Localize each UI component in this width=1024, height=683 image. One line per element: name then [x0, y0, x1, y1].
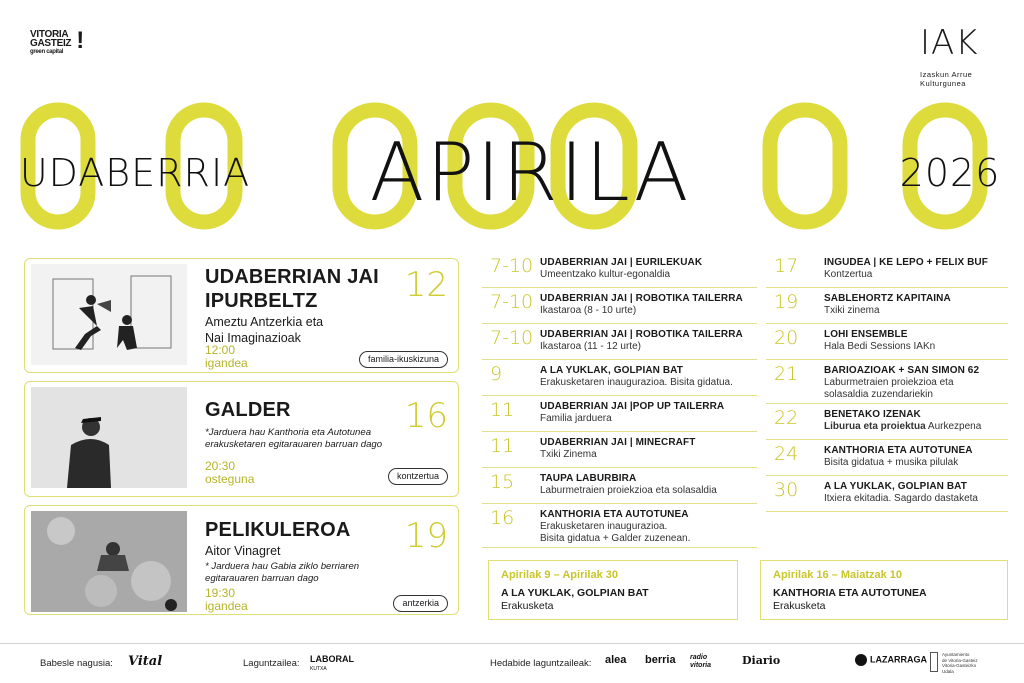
- card-note: * Jarduera hau Gabia ziklo berriaren: [205, 561, 360, 572]
- featured-card-galder[interactable]: [24, 381, 459, 497]
- event-photo: [31, 511, 187, 612]
- list-item-title: TAUPA LABURBIRA: [540, 473, 637, 484]
- vitoria-logo-line1: VITORIA: [30, 29, 69, 40]
- card-time: 20:30: [205, 459, 236, 473]
- list-item-title: KANTHORIA ETA AUTOTUNEA: [540, 509, 689, 520]
- list-item-title: UDABERRIAN JAI | ROBOTIKA TAILERRA: [540, 293, 743, 304]
- ayuntamiento-logo: [930, 652, 978, 674]
- list-item[interactable]: [482, 324, 757, 360]
- featured-card-pelikuleroa[interactable]: [24, 505, 459, 615]
- radio-vitoria-line2: vitoria: [690, 662, 712, 669]
- list-item-subtitle-rest: Aurkezpena: [925, 421, 982, 432]
- list-item[interactable]: [766, 288, 1008, 324]
- lazarraga-icon: [855, 654, 867, 666]
- card-subtitle-line2: Nai Imaginazioak: [205, 331, 301, 345]
- list-item-title: UDABERRIAN JAI | MINECRAFT: [540, 437, 696, 448]
- list-item[interactable]: [766, 476, 1008, 512]
- collab-label: Laguntzailea:: [243, 658, 300, 669]
- iak-mark: IAK: [920, 23, 979, 63]
- alea-logo: alea: [605, 654, 627, 666]
- vitoria-gasteiz-logo: [30, 27, 84, 57]
- footer-divider: [0, 643, 1024, 644]
- list-item-subtitle: Ikastaroa (11 - 12 urte): [540, 341, 641, 352]
- list-item[interactable]: [766, 324, 1008, 360]
- exclamation-icon: !: [76, 27, 84, 54]
- list-item-date: 7-10: [490, 255, 534, 277]
- list-item-title: INGUDEA | KE LEPO + FELIX BUF: [824, 257, 988, 268]
- list-item-subtitle: Ikastaroa (8 - 10 urte): [540, 305, 637, 316]
- banner: [0, 100, 1024, 235]
- list-item-date: 7-10: [490, 327, 534, 349]
- card-date: 16: [404, 396, 448, 436]
- kutxa-logo-text: KUTXA: [310, 666, 327, 672]
- featured-card-ipurbeltz[interactable]: [24, 258, 459, 373]
- list-item-subtitle-line2: Bisita gidatua + Galder zuzenean.: [540, 533, 691, 544]
- exhibition-title: KANTHORIA ETA AUTOTUNEA: [773, 587, 927, 599]
- list-item-subtitle: Erakusketaren inaugurazioa.: [540, 521, 668, 532]
- list-item-date: 11: [490, 435, 515, 457]
- exhibition-title: A LA YUKLAK, GOLPIAN BAT: [501, 587, 649, 599]
- card-time: 12:00: [205, 343, 236, 357]
- card-day: osteguna: [205, 472, 255, 486]
- card-subtitle: Ameztu Antzerkia eta: [205, 315, 324, 329]
- list-item-subtitle: Txiki zinema: [824, 305, 880, 316]
- list-item-date: 21: [774, 363, 799, 385]
- list-item-subtitle: Erakusketaren inaugurazioa. Bisita gidatua.: [540, 377, 733, 388]
- card-title: UDABERRIAN JAI: [205, 266, 379, 288]
- card-note: *Jarduera hau Kanthoria eta Autotunea: [205, 427, 372, 438]
- list-item-title: LOHI ENSEMBLE: [824, 329, 908, 340]
- media-label: Hedabide laguntzaileak:: [490, 658, 592, 669]
- diario-logo: Diario: [742, 654, 781, 667]
- exhibition-subtitle: Erakusketa: [773, 600, 826, 612]
- list-item-subtitle: Bisita gidatua + musika pilulak: [824, 457, 959, 468]
- list-item-date: 9: [490, 363, 503, 385]
- list-item-title: SABLEHORTZ KAPITAINA: [824, 293, 951, 304]
- card-tag: familia-ikuskizuna: [359, 351, 448, 368]
- radio-vitoria-line1: radio: [690, 654, 708, 661]
- exhibition-box[interactable]: [488, 560, 738, 620]
- list-item-date: 7-10: [490, 291, 534, 313]
- list-item-date: 16: [490, 507, 515, 529]
- vitoria-logo-line3: green capital: [30, 49, 64, 55]
- berria-logo: berria: [645, 654, 676, 666]
- card-time: 19:30: [205, 586, 236, 600]
- vitoria-logo-line2: GASTEIZ: [30, 38, 72, 49]
- vital-logo: Vital: [128, 654, 163, 669]
- list-item-subtitle: Familia jarduera: [540, 413, 612, 424]
- list-item-title: KANTHORIA ETA AUTOTUNEA: [824, 445, 973, 456]
- list-item[interactable]: [482, 468, 757, 504]
- iak-logo: [920, 24, 1000, 88]
- iak-name-line1: Izaskun Arrue: [920, 70, 973, 79]
- list-item-subtitle-bold: Liburua eta proiektua: [824, 421, 926, 432]
- year-title: 2026: [899, 151, 1001, 195]
- card-day: igandea: [205, 356, 248, 370]
- exhibition-box[interactable]: [760, 560, 1008, 620]
- list-item[interactable]: [482, 288, 757, 324]
- card-tag: kontzertua: [388, 468, 448, 485]
- list-item[interactable]: [482, 396, 757, 432]
- card-title: GALDER: [205, 399, 291, 421]
- card-tag: antzerkia: [393, 595, 448, 612]
- list-item-title: UDABERRIAN JAI |POP UP TAILERRA: [540, 401, 725, 412]
- iak-name-line2: Kulturgunea: [920, 79, 966, 88]
- card-day: igandea: [205, 599, 248, 613]
- list-item[interactable]: [482, 504, 757, 548]
- list-item-date: 30: [774, 479, 799, 501]
- list-item-subtitle: Laburmetraien proiekzioa eta solasaldia: [540, 485, 717, 496]
- list-item-date: 19: [774, 291, 799, 313]
- list-item-title: UDABERRIAN JAI | EURILEKUAK: [540, 257, 703, 268]
- season-title: UDABERRIA: [19, 151, 251, 195]
- list-item-subtitle: Txiki Zinema: [540, 449, 597, 460]
- list-item-subtitle: [824, 421, 981, 433]
- lazarraga-logo: [855, 654, 927, 666]
- event-photo: [31, 264, 187, 365]
- list-item[interactable]: [766, 252, 1008, 288]
- card-title: PELIKULEROA: [205, 519, 351, 541]
- laboral-kutxa-logo: [310, 654, 354, 674]
- list-item-title: BENETAKO IZENAK: [824, 409, 921, 420]
- card-date: 19: [404, 516, 448, 556]
- list-item-title: A LA YUKLAK, GOLPIAN BAT: [824, 481, 967, 492]
- ayuntamiento-line4: Udala: [942, 668, 954, 674]
- exhibition-dates: Apirilak 9 – Apirilak 30: [501, 569, 618, 581]
- sponsor-label: Babesle nagusia:: [40, 658, 113, 669]
- list-item-subtitle: Kontzertua: [824, 269, 873, 280]
- list-item[interactable]: [766, 440, 1008, 476]
- ayuntamiento-line1: Ayuntamiento: [942, 652, 970, 657]
- ayuntamiento-line2: de Vitoria-Gasteiz: [942, 657, 978, 663]
- list-item[interactable]: [766, 360, 1008, 404]
- list-item-date: 20: [774, 327, 799, 349]
- laboral-logo-text: LABORAL: [310, 654, 354, 664]
- card-subtitle: Aitor Vinagret: [205, 544, 281, 558]
- list-item-date: 15: [490, 471, 515, 493]
- coat-of-arms-icon: [930, 652, 938, 672]
- list-item-date: 22: [774, 407, 799, 429]
- list-item-title: UDABERRIAN JAI | ROBOTIKA TAILERRA: [540, 329, 743, 340]
- event-photo: [31, 387, 187, 488]
- list-item-subtitle: Itxiera ekitadia. Sagardo dastaketa: [824, 493, 978, 504]
- radio-vitoria-logo: [690, 654, 711, 670]
- lazarraga-text: LAZARRAGA: [870, 654, 927, 665]
- ayuntamiento-line3: Vitoria-Gasteizko: [942, 663, 977, 668]
- card-title-line2: IPURBELTZ: [205, 290, 318, 312]
- list-item[interactable]: [482, 252, 757, 288]
- list-item-date: 17: [774, 255, 799, 277]
- list-item[interactable]: [482, 360, 757, 396]
- card-date: 12: [404, 265, 448, 305]
- list-item-title: A LA YUKLAK, GOLPIAN BAT: [540, 365, 683, 376]
- list-item[interactable]: [766, 404, 1008, 440]
- month-title: APIRILA: [369, 126, 691, 219]
- list-item-title: BARIOAZIOAK + SAN SIMON 62: [824, 365, 980, 376]
- card-note-line2: egitarauaren barruan dago: [205, 573, 319, 584]
- card-note-line2: erakusketaren egitarauaren barruan dago: [205, 439, 383, 450]
- list-item-subtitle: Umeentzako kultur-egonaldia: [540, 269, 671, 280]
- list-item-subtitle-line2: solasaldia zuzendariekin: [824, 389, 933, 400]
- list-item-date: 24: [774, 443, 799, 465]
- list-item-date: 11: [490, 399, 515, 421]
- list-item-subtitle: Laburmetraien proiekzioa eta: [824, 377, 954, 388]
- exhibition-subtitle: Erakusketa: [501, 600, 554, 612]
- list-item-subtitle: Hala Bedi Sessions IAKn: [824, 341, 936, 352]
- list-item[interactable]: [482, 432, 757, 468]
- exhibition-dates: Apirilak 16 – Maiatzak 10: [773, 569, 903, 581]
